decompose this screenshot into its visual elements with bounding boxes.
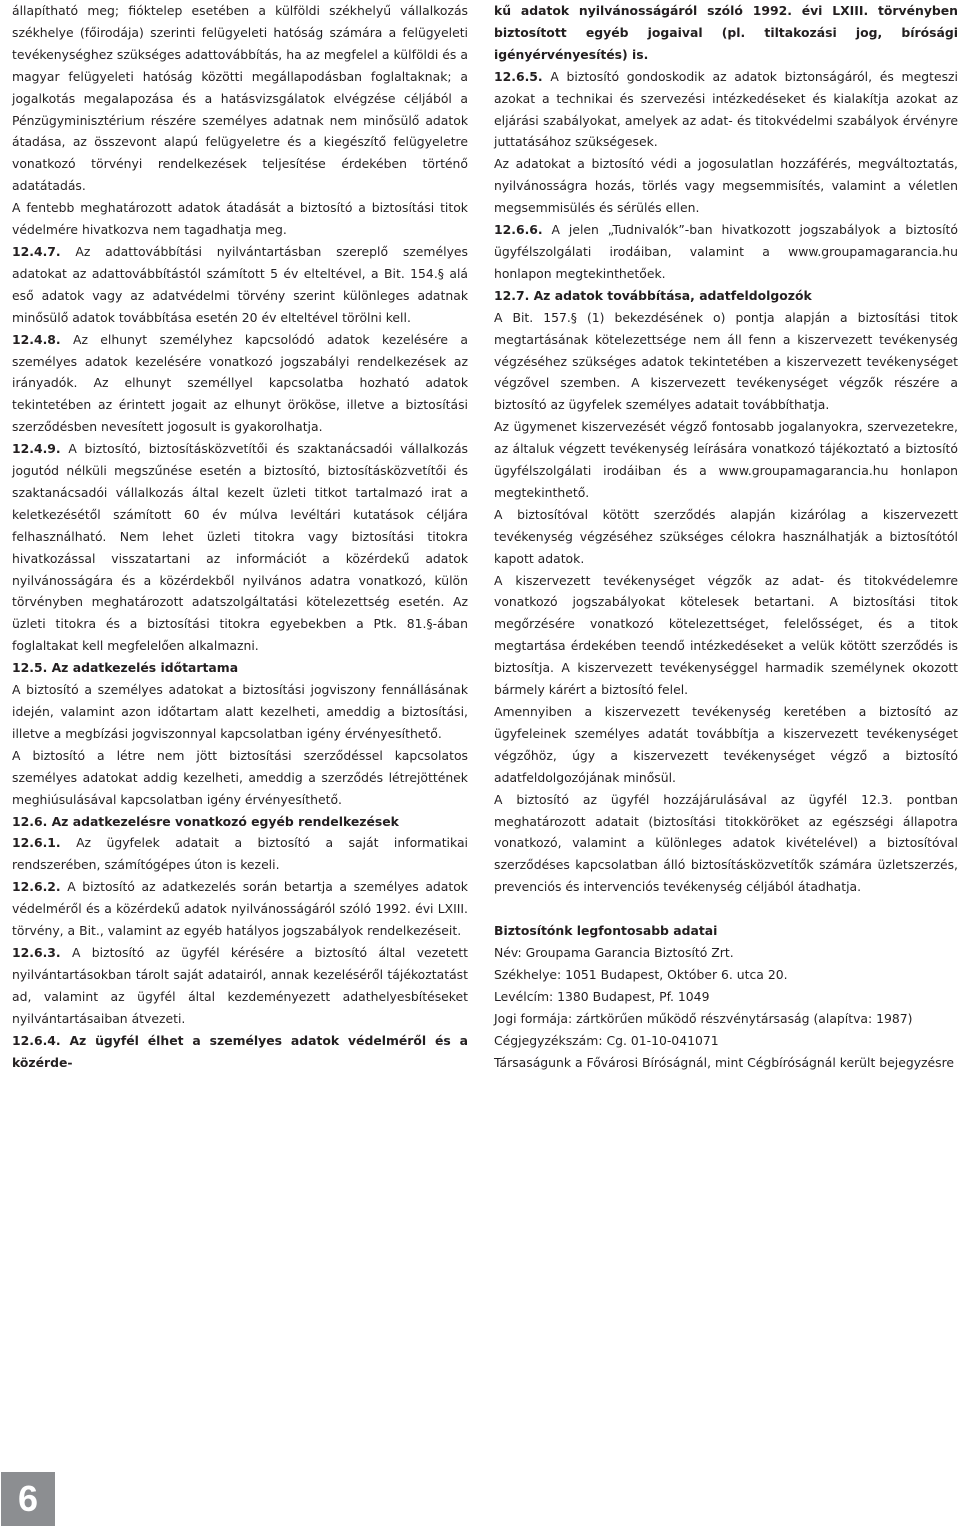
section-heading: 12.6.6.: [494, 222, 543, 238]
paragraph-text: Amennyiben a kiszervezett tevékenység keretében a biztosító az ügyfeleinek személyes adatát továbbítja a kiszervezett tevékenységet végzőhöz, úgy a kiszervezett tevékenységet végző a biztosító adatfeldolgozójának minősül.: [494, 704, 958, 785]
paragraph: [494, 219, 958, 285]
paragraph: [494, 964, 958, 986]
section-heading: 12.6.3.: [12, 944, 61, 960]
paragraph-text: Név: Groupama Garancia Biztosító Zrt.: [494, 945, 734, 961]
paragraph: [12, 832, 468, 876]
section-heading: 12.4.8.: [12, 331, 61, 347]
paragraph: [494, 986, 958, 1008]
section-heading: 12.6.4. Az ügyfél élhet a személyes adatok védelméről és a közérde-: [12, 1032, 468, 1070]
paragraph: [494, 1052, 958, 1074]
paragraph-text: A biztosító az adatkezelés során betartja a személyes adatok védelméről és a közérdekű adatok nyilvánosságáról szóló 1992. évi LXIII. törvény, a Bit., valamint az egyéb hatályos jogszabályok rendelkezéseit.: [12, 879, 468, 939]
paragraph-text: Jogi formája: zártkörűen működő részvénytársaság (alapítva: 1987): [494, 1010, 913, 1026]
paragraph: [12, 1030, 468, 1074]
paragraph: [494, 942, 958, 964]
paragraph-text: Az elhunyt személyhez kapcsolódó adatok kezelésére a személyes adatok kezelésére vonatkozó jogszabályi rendelkezések az irányadók. Az elhunyt személlyel kapcsolatba hozható adatok tekintetében az érintett jogait az elhunyt örököse, illetve a biztosítási szerződésben nevesített jogosult is gyakorolhatja.: [12, 331, 468, 435]
section-heading: kű adatok nyilvánosságáról szóló 1992. évi LXIII. törvényben biztosított egyéb jogaival (pl. tiltakozási jog, bírósági igényérvényesítés) is.: [494, 3, 958, 62]
paragraph: [494, 570, 958, 701]
section-heading: 12.4.9.: [12, 441, 61, 457]
section-heading: 12.6.5.: [494, 68, 543, 84]
right-column: [494, 0, 958, 1074]
paragraph: [494, 153, 958, 219]
paragraph-text: A biztosítóval kötött szerződés alapján kizárólag a kiszervezett tevékenység végzéséhez szükséges célokra használhatják a biztosítótól kapott adatok.: [494, 506, 958, 566]
section-heading: 12.6. Az adatkezelésre vonatkozó egyéb rendelkezések: [12, 813, 399, 829]
paragraph-text: A biztosító a személyes adatokat a biztosítási jogviszony fennállásának idején, valamint azon időtartam alatt kezelheti, ameddig a biztosítási, illetve a megbízási jogviszonnyal kapcsolatban igény érvényesíthető.: [12, 682, 468, 741]
paragraph: [494, 789, 958, 899]
paragraph: [12, 679, 468, 745]
paragraph: [12, 811, 468, 833]
paragraph-text: Az adattovábbítási nyilvántartásban szereplő személyes adatokat az adattovábbítástól számított 5 év elteltével, a Bit. 154.§ alá eső adatok vagy az adatvédelmi törvény szerint különleges adatnak minősülő adatok továbbítása esetén 20 év elteltével törölni kell.: [12, 243, 468, 325]
section-heading: 12.4.7.: [12, 243, 61, 259]
section-heading: Biztosítónk legfontosabb adatai: [494, 923, 718, 939]
paragraph: [12, 0, 468, 197]
paragraph: [494, 416, 958, 504]
paragraph: [12, 876, 468, 942]
paragraph: [12, 745, 468, 811]
paragraph: [494, 701, 958, 789]
paragraph: [494, 504, 958, 570]
paragraph: [494, 66, 958, 154]
section-heading: 12.5. Az adatkezelés időtartama: [12, 660, 239, 676]
paragraph: [494, 307, 958, 417]
paragraph-gap: [494, 898, 958, 920]
paragraph-text: A biztosító a létre nem jött biztosítási szerződéssel kapcsolatos személyes adatokat addig kezelheti, ameddig a szerződés létrejöttének meghiúsulásával kapcsolatban igény érvényesíthető.: [12, 747, 468, 807]
paragraph-text: A kiszervezett tevékenységet végzők az adat- és titokvédelemre vonatkozó jogszabályokat kötelesek betartani. A biztosítási titok megőrzésére vonatkozó kötelezettséget, felelősséget, és a titok megtartása érdekében teendő intézkedéseket a velük kötött szerződés is biztosítja. A kiszervezett tevékenységgel harmadik személynek okozott bármely kárért a biztosító felel.: [494, 572, 958, 698]
paragraph: [12, 241, 468, 329]
left-column: [12, 0, 468, 1073]
paragraph: [494, 0, 958, 66]
paragraph-text: Levélcím: 1380 Budapest, Pf. 1049: [494, 988, 710, 1004]
paragraph-text: Székhelye: 1051 Budapest, Október 6. utca 20.: [494, 966, 788, 982]
paragraph-text: Az ügymenet kiszervezését végző fontosabb jogalanyokra, szervezetekre, az általuk végzett tevékenység leírására vonatkozó tájékoztató a biztosító ügyfélszolgálati irodáiban és a www.groupamagarancia.hu honlapon megtekinthető.: [494, 419, 958, 500]
paragraph-text: Társaságunk a Fővárosi Bíróságnál, mint Cégbíróságnál került bejegyzésre: [494, 1054, 955, 1070]
paragraph: [12, 438, 468, 657]
paragraph: [12, 197, 468, 241]
paragraph-text: állapítható meg; fióktelep esetében a külföldi székhelyű vállalkozás székhelye (főirodája) szerinti felügyeleti hatóság számára a felügyeleti tevékenységhez szükséges adattovábbítás, ha az megfelel a külföldi és a magyar felügyeleti hatóság közötti megállapodásban foglaltaknak; a jogalkotás megalapozása és a hatásvizsgálatok elvégzése céljából a Pénzügyminisztérium részére személyes adatnak nem minősülő adatok átadása, az összevont alapú felügyeletre és a kiegészítő felügyeletre vonatkozó törvényi rendelkezések teljesítése érdekében történő adatátadás.: [12, 3, 468, 194]
paragraph: [494, 920, 958, 942]
paragraph: [12, 657, 468, 679]
paragraph: [12, 329, 468, 439]
paragraph-text: A biztosító az ügyfél kérésére a biztosító által vezetett nyilvántartásokban tárolt saját adatairól, annak kezeléséről tájékoztatást ad, valamint az ügyfél által kezdeményezett adathelyesbítéseket nyilvántartásaiban átvezeti.: [12, 944, 468, 1026]
paragraph-text: Cégjegyzékszám: Cg. 01-10-041071: [494, 1032, 719, 1048]
paragraph: [494, 1008, 958, 1030]
page-number: 6: [1, 1472, 55, 1526]
paragraph: [494, 1030, 958, 1052]
paragraph-text: Az adatokat a biztosító védi a jogosulatlan hozzáférés, megváltoztatás, nyilvánosságra hozás, törlés vagy megsemmisítés, valamint a véletlen megsemmisülés és sérülés ellen.: [494, 156, 958, 216]
paragraph-text: A jelen „Tudnivalók”-ban hivatkozott jogszabályok a biztosító ügyfélszolgálati irodáiban, valamint a www.groupamagarancia.hu honlapon megtekinthetőek.: [494, 222, 958, 281]
paragraph-text: A fentebb meghatározott adatok átadását a biztosító a biztosítási titok védelmére hivatkozva nem tagadhatja meg.: [12, 200, 468, 238]
paragraph-text: A biztosító gondoskodik az adatok biztonságáról, és megteszi azokat a technikai és szervezési intézkedéseket és kialakítja azokat az eljárási szabályokat, amelyek az adat- és titokvédelmi szabályok érvényre juttatásához szükségesek.: [494, 68, 958, 150]
paragraph-text: A biztosító az ügyfél hozzájárulásával az ügyfél 12.3. pontban meghatározott adatait (biztosítási titokköröket az egészségi állapotra vonatkozó, valamint a különleges adatok kivételével) a biztosítóval szerződéses kapcsolatban álló biztosításközvetítők számára üzletszerzés, prevenciós és intervenciós tevékenység céljából átadhatja.: [494, 791, 958, 895]
paragraph-text: A Bit. 157.§ (1) bekezdésének o) pontja alapján a biztosítási titok megtartásának kötelezettsége nem áll fenn a kiszervezett tevékenység végzéséhez szükséges adatok tekintetében a kiszervezett tevékenységet végzővel szemben. A kiszervezett tevékenységet végzők részére a biztosító az ügyfelek személyes adatait továbbíthatja.: [494, 309, 958, 413]
paragraph: [12, 942, 468, 1030]
paragraph-text: Az ügyfelek adatait a biztosító a saját informatikai rendszerében, számítógépes úton is kezeli.: [12, 835, 468, 873]
paragraph-text: A biztosító, biztosításközvetítői és szaktanácsadói vállalkozás jogutód nélküli megszűnése esetén a biztosító, biztosításközvetítői és szaktanácsadói vállalkozás által kezelt üzleti titkot tartalmazó irat a keletkezésétől számított 60 év múlva levéltári kutatások céljára felhasználható. Nem lehet üzleti titokra vagy biztosítási titokra hivatkozással visszatartani az információt a közérdekű adatok nyilvánosságára és a közérdekből nyilvános adatra vonatkozó, külön törvényben meghatározott adatszolgáltatási kötelezettség esetén. Az üzleti titokra és a biztosítási titokra egyebekben a Ptk. 81.§-ában foglaltakat kell megfelelően alkalmazni.: [12, 441, 468, 654]
section-heading: 12.6.1.: [12, 835, 61, 851]
section-heading: 12.6.2.: [12, 879, 61, 895]
paragraph: [494, 285, 958, 307]
section-heading: 12.7. Az adatok továbbítása, adatfeldolgozók: [494, 287, 812, 303]
